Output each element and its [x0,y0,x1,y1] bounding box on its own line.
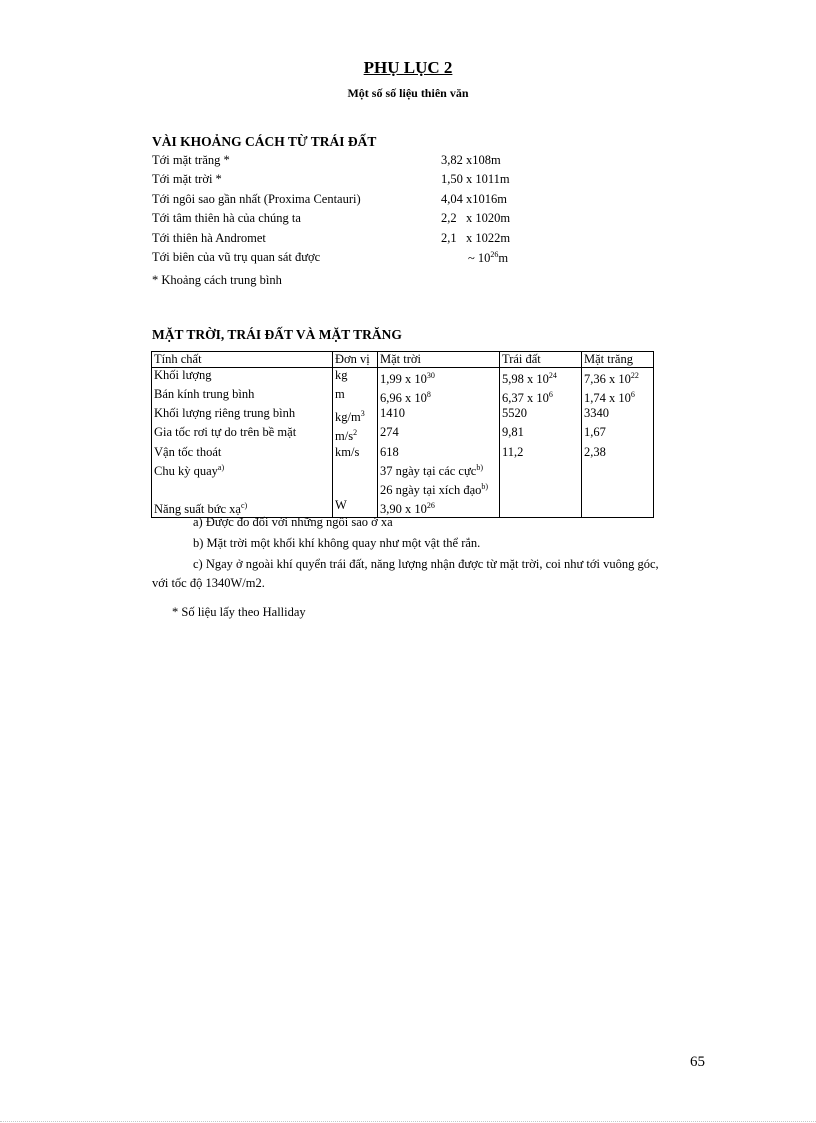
table-cell: 274 [378,425,500,444]
table-row [152,445,654,460]
table-cell: Năng suất bức xạ$^{c)}$ [152,498,333,518]
table-cell: 1,99 x $10^{30}$ [378,368,500,388]
table-cell [582,479,654,498]
table-header-row [152,352,654,368]
table-cell: 11,2 [500,445,582,460]
table-cell: 6,96 x $10^8$ [378,387,500,406]
table-cell: km/s [333,445,378,460]
distance-row [152,250,612,269]
table-cell: 5520 [500,406,582,425]
table-heading: MẶT TRỜI, TRÁI ĐẤT VÀ MẶT TRĂNG [152,327,402,342]
table-cell: 7,36 x $10^{22}$ [582,368,654,388]
table-cell: Khối lượng riêng trung bình [152,406,333,425]
table-cell [333,479,378,498]
table-header-cell: Tính chất [152,352,333,368]
table-header-cell: Mặt trời [378,352,500,368]
table-row [152,368,654,388]
table-cell: Gia tốc rơi tự do trên bề mặt [152,425,333,444]
table-cell: 37 ngày tại các cực$^{b)}$ [378,460,500,479]
distance-label: Tới mặt trời * [152,172,222,186]
table-row [152,387,654,406]
table-row [152,406,654,425]
distance-label: Tới biên của vũ trụ quan sát được [152,250,321,264]
distance-label: Tới thiên hà Andromet [152,231,266,245]
table-cell: W [333,498,378,518]
distance-label: Tới tâm thiên hà của chúng ta [152,211,301,225]
page-bottom-border [0,1121,816,1122]
table-footnote-a: a) Được đo đối với những ngôi sao ở xa [193,515,393,529]
distance-row [152,231,612,250]
distance-value: 1,50 x 1011m [441,172,510,186]
table-cell: 3,90 x $10^{26}$ [378,498,500,518]
table-header-cell: Mặt trăng [582,352,654,368]
table-footnote-c: c) Ngay ở ngoài khí quyển trái đất, năng lượng nhận được từ mặt trời, coi như tới vuông góc, với tốc độ 1340W/m2. [152,557,659,590]
table-cell: Vận tốc thoát [152,445,333,460]
table-cell [333,460,378,479]
table-footnote-b: b) Mặt trời một khối khí không quay như một vật thể rắn. [193,536,481,550]
astronomical-data-table [151,351,654,518]
distance-row [152,192,612,211]
table-cell: 1410 [378,406,500,425]
table-cell: 26 ngày tại xích đạo$^{b)}$ [378,479,500,498]
table-cell: 2,38 [582,445,654,460]
distance-row [152,172,612,191]
distances-heading: VÀI KHOẢNG CÁCH TỪ TRÁI ĐẤT [152,134,377,149]
table-cell: $m/s^2$ [333,425,378,444]
table-header-cell: Trái đất [500,352,582,368]
table-cell: Bán kính trung bình [152,387,333,406]
distance-row [152,153,612,172]
table-cell: m [333,387,378,406]
table-cell: 1,74 x $10^6$ [582,387,654,406]
distance-value: 4,04 x1016m [441,192,507,206]
table-cell: 618 [378,445,500,460]
distance-value: ~ $10^{26}m$ [468,250,509,266]
distance-label: Tới ngôi sao gần nhất (Proxima Centauri) [152,192,361,206]
distance-value: 3,82 x108m [441,153,501,167]
table-cell [500,460,582,479]
table-cell: kg [333,368,378,388]
table-cell: 3340 [582,406,654,425]
table-cell [500,479,582,498]
table-cell [582,460,654,479]
table-cell: Khối lượng [152,368,333,388]
table-cell: 9,81 [500,425,582,444]
page-subtitle: Một số số liệu thiên văn [347,86,469,100]
page-title: PHỤ LỤC 2 [363,58,453,77]
distance-row [152,211,612,230]
source-note: * Số liệu lấy theo Halliday [172,605,306,619]
distance-label: Tới mặt trăng * [152,153,230,167]
table-row [152,425,654,444]
table-cell: $kg/m^3$ [333,406,378,425]
table-header-cell: Đơn vị [333,352,378,368]
table-row [152,460,654,479]
table-cell: Chu kỳ quay$^{a)}$ [152,460,333,479]
distance-value: 2,1 x 1022m [441,231,511,245]
table-cell: 6,37 x $10^6$ [500,387,582,406]
table-cell [152,479,333,498]
distance-footnote: * Khoảng cách trung bình [152,273,282,287]
page-number: 65 [690,1054,705,1070]
table-cell: 1,67 [582,425,654,444]
table-row [152,479,654,498]
table-cell: 5,98 x $10^{24}$ [500,368,582,388]
distance-value: 2,2 x 1020m [441,211,511,225]
